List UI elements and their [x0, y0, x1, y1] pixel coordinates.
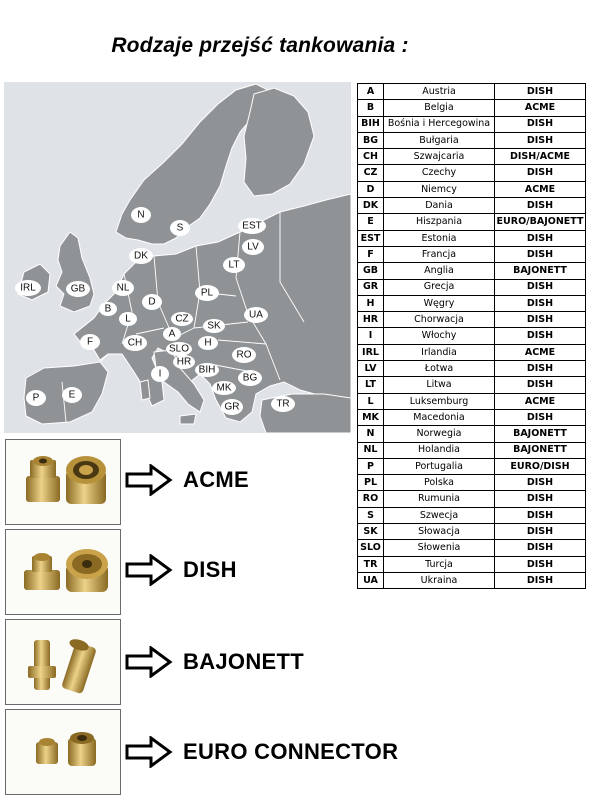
table-row [358, 491, 586, 507]
connector-type: DISH [495, 475, 586, 491]
connector-type: DISH [495, 507, 586, 523]
table-row [358, 279, 586, 295]
country-code: GR [358, 279, 384, 295]
country-code: CH [358, 149, 384, 165]
country-code: IRL [358, 344, 384, 360]
badge-label: DK [134, 250, 148, 262]
connector-type: DISH [495, 246, 586, 262]
connector-type: EURO/BAJONETT [495, 214, 586, 230]
euro-connector-label: EURO CONNECTOR [183, 739, 399, 764]
table-row [358, 540, 586, 556]
country-name: Słowenia [384, 540, 495, 556]
country-name: Dania [384, 198, 495, 214]
badge-label: GR [224, 401, 240, 413]
country-name: Szwajcaria [384, 149, 495, 165]
connector-type: ACME [495, 181, 586, 197]
connector-table [357, 83, 586, 589]
country-code: F [358, 246, 384, 262]
table-row [358, 295, 586, 311]
country-code: L [358, 393, 384, 409]
country-code: N [358, 426, 384, 442]
badge-label: TR [276, 398, 290, 410]
badge-label: B [104, 303, 112, 315]
country-code: MK [358, 409, 384, 425]
arrow-right-icon [125, 464, 173, 496]
country-name: Macedonia [384, 409, 495, 425]
badge-label: RO [236, 349, 252, 361]
country-code: LT [358, 377, 384, 393]
badge-label: D [148, 296, 156, 308]
badge-label: BIH [198, 364, 216, 376]
table-row [358, 556, 586, 572]
connector-type: ACME [495, 393, 586, 409]
connector-type: DISH [495, 361, 586, 377]
country-code: S [358, 507, 384, 523]
table-row [358, 344, 586, 360]
country-code: BIH [358, 116, 384, 132]
connector-type: DISH [495, 312, 586, 328]
table-row [358, 230, 586, 246]
page-title: Rodzaje przejść tankowania : [111, 34, 409, 57]
badge-label: P [32, 392, 40, 404]
country-name: Chorwacja [384, 312, 495, 328]
connector-type: BAJONETT [495, 442, 586, 458]
dish-adapters-image [6, 530, 120, 614]
connector-type: DISH [495, 491, 586, 507]
country-name: Anglia [384, 263, 495, 279]
connector-type: ACME [495, 344, 586, 360]
table-row [358, 132, 586, 148]
country-code: H [358, 295, 384, 311]
country-name: Turcja [384, 556, 495, 572]
table-row [358, 426, 586, 442]
country-name: Holandia [384, 442, 495, 458]
arrow-right-icon [125, 646, 173, 678]
arrow-right-icon [125, 554, 173, 586]
country-code: PL [358, 475, 384, 491]
badge-label: LV [247, 241, 259, 253]
badge-label: EST [242, 220, 262, 232]
country-code: TR [358, 556, 384, 572]
connector-type: EURO/DISH [495, 458, 586, 474]
country-name: Łotwa [384, 361, 495, 377]
connector-type: DISH [495, 409, 586, 425]
table-row [358, 442, 586, 458]
country-name: Norwegia [384, 426, 495, 442]
badge-label: I [158, 368, 162, 380]
connector-type: DISH [495, 328, 586, 344]
badge-label: S [176, 222, 184, 234]
country-code: SLO [358, 540, 384, 556]
table-row [358, 572, 586, 588]
country-code: SK [358, 524, 384, 540]
table-row [358, 149, 586, 165]
acme-connector-photo [5, 439, 121, 525]
connector-type: DISH [495, 377, 586, 393]
connector-table-body [358, 84, 586, 589]
country-code: B [358, 100, 384, 116]
connector-type: DISH [495, 524, 586, 540]
country-code: E [358, 214, 384, 230]
badge-label: SK [207, 320, 221, 332]
table-row [358, 361, 586, 377]
badge-label: BG [242, 372, 258, 384]
country-code: RO [358, 491, 384, 507]
table-row [358, 84, 586, 100]
badge-label: PL [200, 287, 214, 299]
badge-label: CZ [175, 313, 189, 325]
country-code: CZ [358, 165, 384, 181]
country-name: Austria [384, 84, 495, 100]
connector-type: DISH [495, 116, 586, 132]
badge-label: H [204, 337, 212, 349]
country-name: Szwecja [384, 507, 495, 523]
country-code: DK [358, 198, 384, 214]
map-svg [4, 82, 351, 433]
badge-label: LT [228, 259, 240, 271]
country-code: UA [358, 572, 384, 588]
country-name: Rumunia [384, 491, 495, 507]
badge-label: L [125, 313, 131, 325]
country-name: Portugalia [384, 458, 495, 474]
country-name: Grecja [384, 279, 495, 295]
connector-type: DISH [495, 84, 586, 100]
country-code: I [358, 328, 384, 344]
country-name: Włochy [384, 328, 495, 344]
europe-map [4, 82, 351, 433]
table-row [358, 393, 586, 409]
acme-adapters-image [6, 440, 120, 524]
connector-type: DISH [495, 165, 586, 181]
table-row [358, 377, 586, 393]
connector-type: DISH [495, 132, 586, 148]
dish-label: DISH [183, 557, 237, 582]
euro-connector-photo [5, 709, 121, 795]
table-row [358, 116, 586, 132]
badge-label: IRL [20, 282, 36, 294]
connector-type: DISH [495, 295, 586, 311]
badge-label: A [168, 328, 176, 340]
country-name: Hiszpania [384, 214, 495, 230]
bajonett-label: BAJONETT [183, 649, 304, 674]
country-code: LV [358, 361, 384, 377]
country-name: Bośnia i Hercegowina [384, 116, 495, 132]
bajonett-connector-photo [5, 619, 121, 705]
country-code: BG [358, 132, 384, 148]
country-name: Bułgaria [384, 132, 495, 148]
country-name: Estonia [384, 230, 495, 246]
country-code: HR [358, 312, 384, 328]
connector-type: DISH [495, 556, 586, 572]
country-name: Ukraina [384, 572, 495, 588]
table-row [358, 409, 586, 425]
table-row [358, 524, 586, 540]
badge-label: SLO [168, 343, 190, 355]
country-name: Węgry [384, 295, 495, 311]
arrow-right-icon [125, 736, 173, 768]
table-row [358, 328, 586, 344]
country-name: Francja [384, 246, 495, 262]
connector-type: BAJONETT [495, 426, 586, 442]
connector-type: DISH/ACME [495, 149, 586, 165]
country-name: Słowacja [384, 524, 495, 540]
country-name: Belgia [384, 100, 495, 116]
connector-type: DISH [495, 540, 586, 556]
country-name: Luksemburg [384, 393, 495, 409]
country-name: Niemcy [384, 181, 495, 197]
badge-label: N [137, 209, 145, 221]
table-row [358, 507, 586, 523]
country-name: Czechy [384, 165, 495, 181]
connector-type: DISH [495, 198, 586, 214]
badge-label: NL [116, 282, 130, 294]
dish-connector-photo [5, 529, 121, 615]
badge-label: MK [216, 382, 232, 394]
table-row [358, 181, 586, 197]
connector-type: BAJONETT [495, 263, 586, 279]
euro-adapters-image [6, 710, 120, 794]
country-code: P [358, 458, 384, 474]
country-code: A [358, 84, 384, 100]
connector-type: ACME [495, 100, 586, 116]
table-row [358, 165, 586, 181]
badge-label: HR [176, 356, 192, 368]
connector-type: DISH [495, 572, 586, 588]
country-code: NL [358, 442, 384, 458]
table-row [358, 246, 586, 262]
bajonett-adapters-image [6, 620, 120, 704]
country-name: Irlandia [384, 344, 495, 360]
connector-type: DISH [495, 279, 586, 295]
badge-label: CH [127, 337, 143, 349]
table-row [358, 263, 586, 279]
table-row [358, 198, 586, 214]
country-name: Polska [384, 475, 495, 491]
table-row [358, 475, 586, 491]
connector-type: DISH [495, 230, 586, 246]
country-code: GB [358, 263, 384, 279]
badge-label: UA [249, 309, 263, 321]
table-row [358, 214, 586, 230]
country-code: D [358, 181, 384, 197]
table-row [358, 312, 586, 328]
country-code: EST [358, 230, 384, 246]
badge-label: F [86, 336, 94, 348]
table-row [358, 458, 586, 474]
badge-label: GB [70, 283, 86, 295]
acme-label: ACME [183, 467, 249, 492]
table-row [358, 100, 586, 116]
country-name: Litwa [384, 377, 495, 393]
badge-label: E [68, 389, 76, 401]
